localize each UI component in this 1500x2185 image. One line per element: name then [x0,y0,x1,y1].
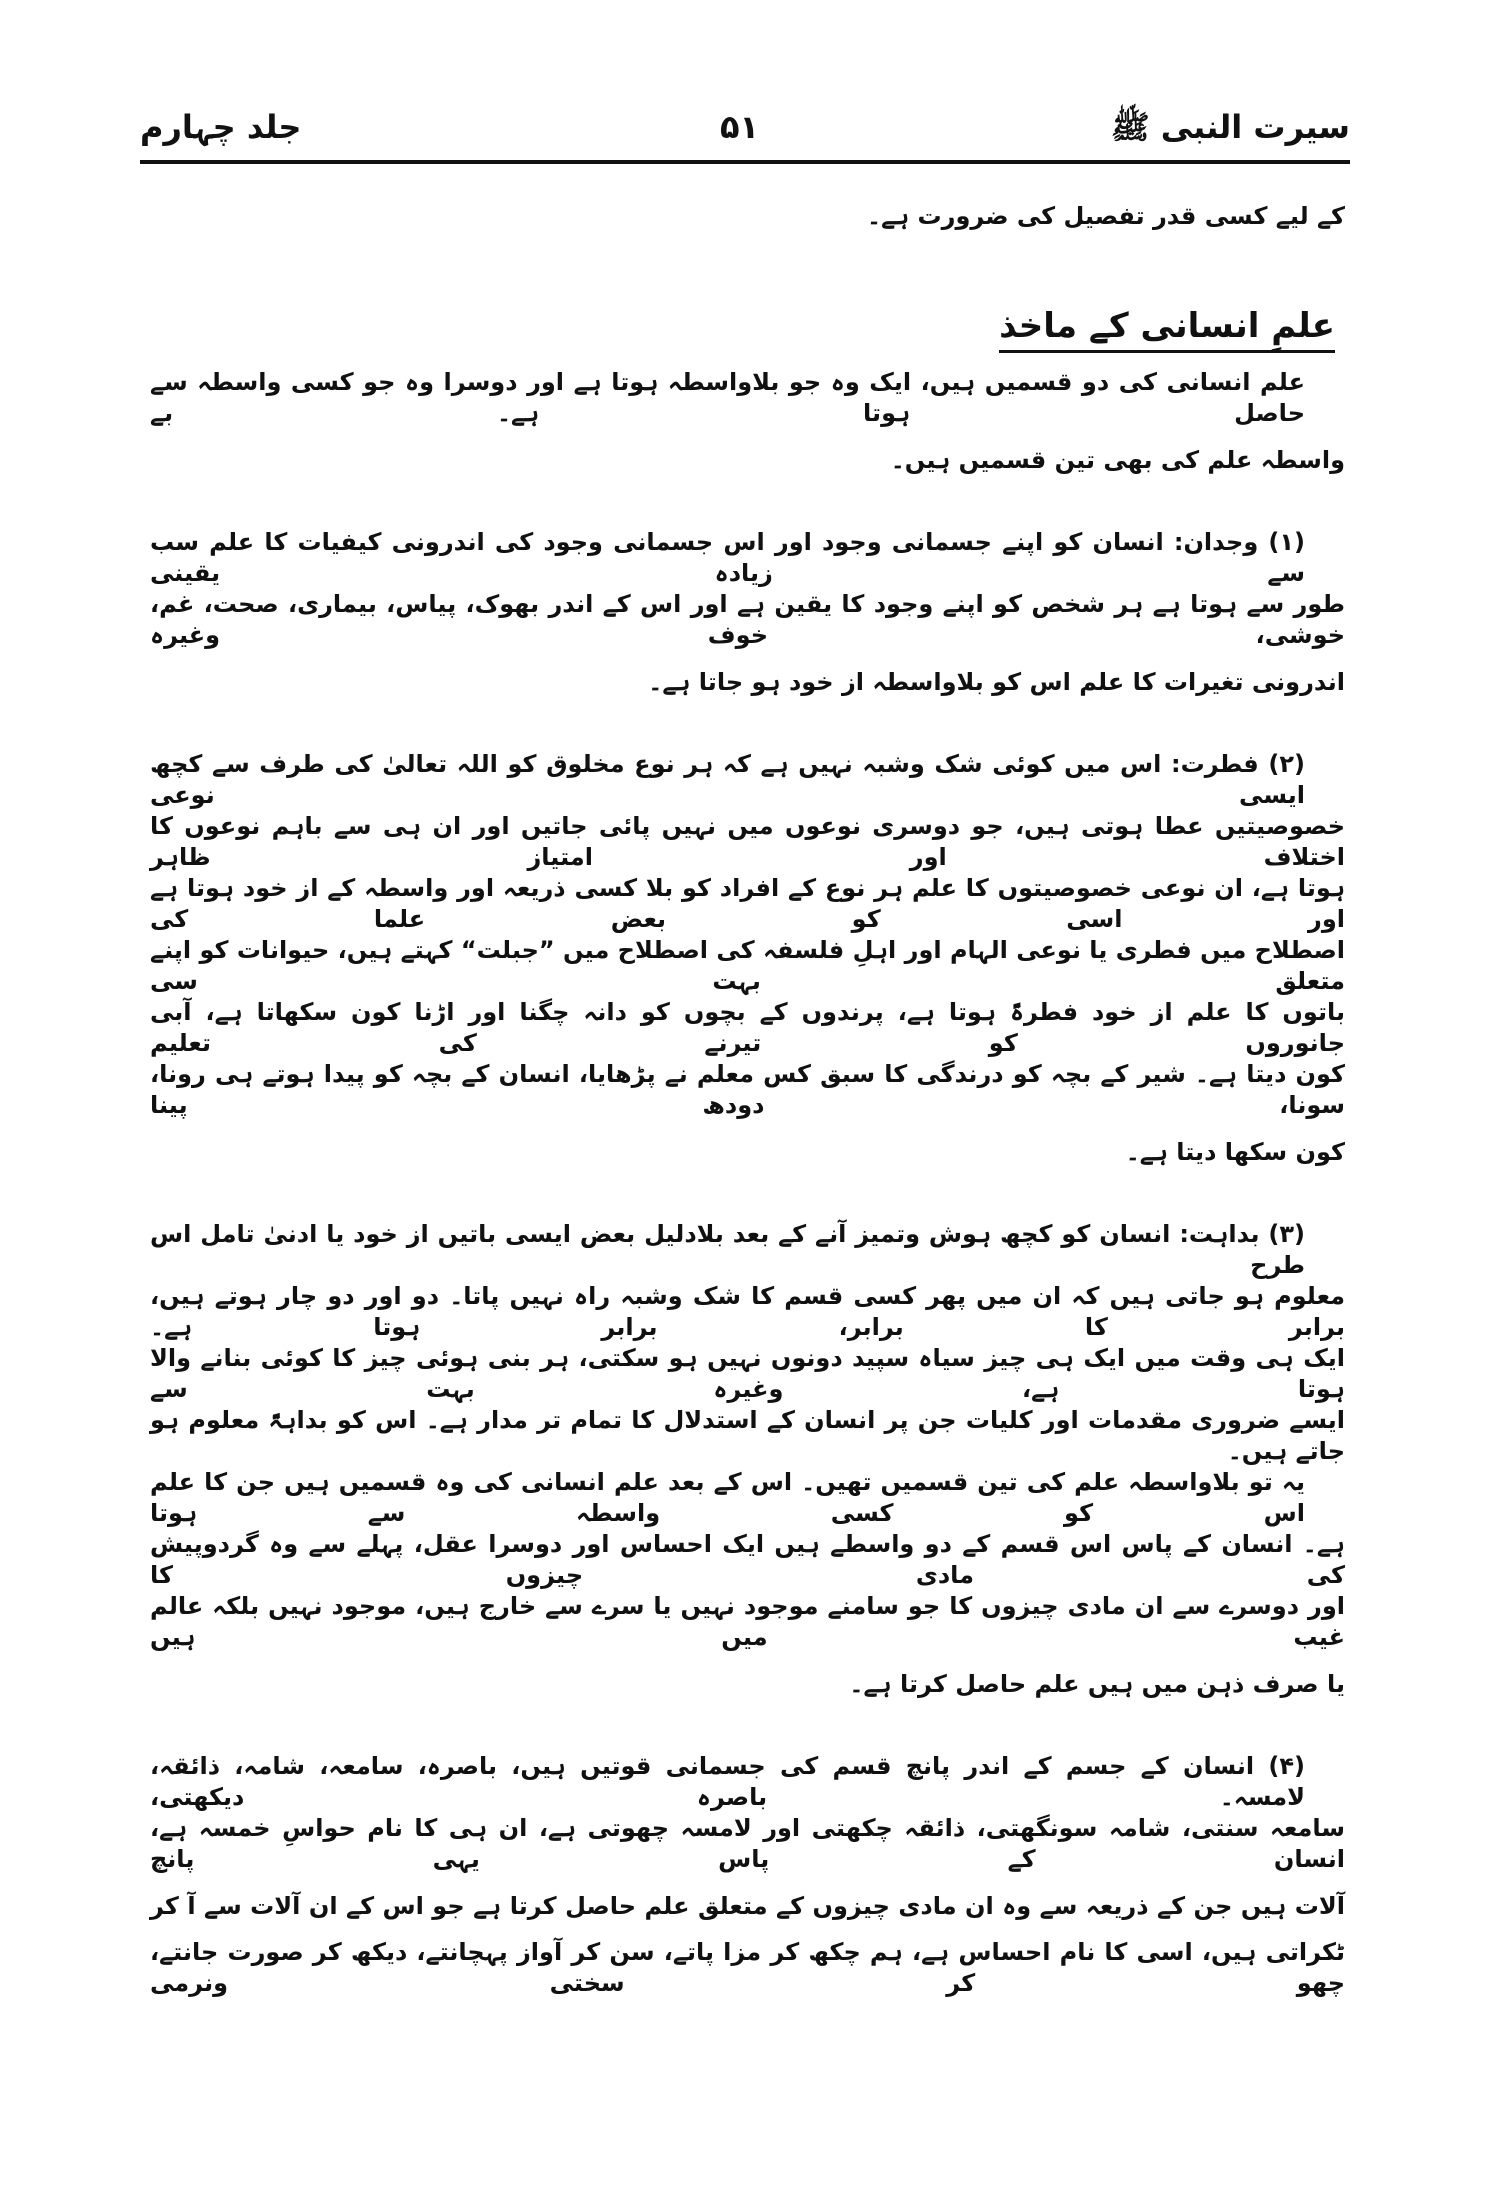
line-text: معلوم ہو جاتی ہیں کہ ان میں پھر کسی قسم کا شک وشبہ راہ نہیں پاتا۔ دو اور دو چار ہوتے ہیں، برابر کا برابر، برابر ہوتا ہے۔ [150,1282,1345,1341]
text-line [150,1219,1345,1281]
line-text: ٹکراتی ہیں، اسی کا نام احساس ہے، ہم چکھ کر مزا پاتے، سن کر آواز پہچانتے، دیکھ کر صورت جانتے، چھو کر سختی ونرمی [150,1938,1345,1997]
text-line [150,1591,1345,1653]
text-line [150,1751,1345,1813]
volume-label: جلد چہارم [140,108,302,146]
line-text: اصطلاح میں فطری یا نوعی الہام اور اہلِ فلسفہ کی اصطلاح میں ”جبلت“ کہتے ہیں، حیوانات کو اپنے متعلق بہت سی [150,936,1345,995]
line-text: کے لیے کسی قدر تفصیل کی ضرورت ہے۔ [867,201,1345,230]
line-text: ہے۔ انسان کے پاس اس قسم کے دو واسطے ہیں ایک احساس اور دوسرا عقل، پہلے سے وہ گردوپیش کی مادی چیزوں کا [150,1530,1345,1589]
line-text: آلات ہیں جن کے ذریعہ سے وہ ان مادی چیزوں کے متعلق علم حاصل کرتا ہے جو اس کے ان آلات سے آ کر [150,1891,1345,1920]
line-text: (۴) انسان کے جسم کے اندر پانچ قسم کی جسمانی قوتیں ہیں، باصرہ، سامعہ، شامہ، ذائقہ، لامسہ۔ باصرہ دیکھتی، [150,1752,1305,1811]
text-line [150,1467,1345,1529]
text-line [150,1813,1345,1875]
line-text: علم انسانی کی دو قسمیں ہیں، ایک وہ جو بلاواسطہ ہوتا ہے اور دوسرا وہ جو کسی واسطہ سے حاصل ہوتا ہے۔ بے [150,368,1305,427]
text-line [150,1121,1345,1183]
text-line [150,1281,1345,1343]
line-text: یہ تو بلاواسطہ علم کی تین قسمیں تھیں۔ اس کے بعد علم انسانی کی وہ قسمیں ہیں جن کا علم اس کو کسی واسطہ سے ہوتا [150,1468,1305,1527]
text-line [150,935,1345,997]
line-text: (۱) وجدان: انسان کو اپنے جسمانی وجود اور اس جسمانی وجود کی اندرونی کیفیات کا علم سب سے زیادہ یقینی [150,528,1305,587]
line-text: کون دیتا ہے۔ شیر کے بچہ کو درندگی کا سبق کس معلم نے پڑھایا، انسان کے بچہ کو پیدا ہوتے ہی رونا، سونا، دودھ پینا [150,1060,1345,1119]
text-line [150,527,1345,589]
text-line [150,429,1345,491]
text-line [150,997,1345,1059]
text-line [150,1653,1345,1715]
line-text: سامعہ سنتی، شامہ سونگھتی، ذائقہ چکھتی اور لامسہ چھوتی ہے، ان ہی کا نام حواسِ خمسہ ہے، انسان کے پاس یہی پانچ [150,1814,1345,1873]
header-rule [140,160,1350,164]
text-line [150,1059,1345,1121]
section-heading: علمِ انسانی کے ماخذ [999,305,1335,353]
line-text: ایسے ضروری مقدمات اور کلیات جن پر انسان کے استدلال کا تمام تر مدار ہے۔ اس کو بداہۃً معلوم ہو جاتے ہیں۔ [150,1406,1345,1465]
line-text: واسطہ علم کی بھی تین قسمیں ہیں۔ [890,445,1345,474]
line-text: (۳) بداہت: انسان کو کچھ ہوش وتمیز آنے کے بعد بلادلیل بعض ایسی باتیں از خود یا ادنیٰ تامل اس طرح [150,1220,1305,1279]
text-line [150,651,1345,713]
line-text: خصوصیتیں عطا ہوتی ہیں، جو دوسری نوعوں میں نہیں پائی جاتیں اور ان ہی سے باہم نوعوں کا اختلاف اور امتیاز ظاہر [150,812,1346,871]
line-text: (۲) فطرت: اس میں کوئی شک وشبہ نہیں ہے کہ ہر نوع مخلوق کو اللہ تعالیٰ کی طرف سے کچھ ایسی نوعی [150,750,1306,809]
text-line [150,367,1345,429]
page-header [140,108,1350,158]
text-line [150,589,1345,651]
line-text: طور سے ہوتا ہے ہر شخص کو اپنے وجود کا یقین ہے اور اس کے اندر بھوک، پیاس، بیماری، صحت، غم، خوشی، خوف وغیرہ [150,590,1345,649]
book-title: سیرت النبی ﷺ [1110,108,1350,146]
text-line [150,1405,1345,1467]
line-text: کون سکھا دیتا ہے۔ [1125,1137,1345,1166]
text-line [150,873,1345,935]
text-column [150,185,1345,1999]
section-heading-wrap [150,247,1345,367]
text-line [150,1875,1345,1937]
text-line [150,1343,1345,1405]
text-line [150,749,1345,811]
line-text: اندرونی تغیرات کا علم اس کو بلاواسطہ از خود ہو جاتا ہے۔ [648,667,1345,696]
page-number: ۵۱ [720,108,760,146]
text-line [150,185,1345,247]
line-text: اور دوسرے سے ان مادی چیزوں کا جو سامنے موجود نہیں یا سرے سے خارج ہیں، موجود نہیں بلکہ عالم غیب میں ہیں [150,1592,1345,1651]
text-line [150,811,1345,873]
text-line [150,1529,1345,1591]
line-text: باتوں کا علم از خود فطرۃً ہوتا ہے، پرندوں کے بچوں کو دانہ چگنا اور اڑنا کون سکھاتا ہے، آبی جانوروں کو تیرنے کی تعلیم [150,998,1345,1057]
line-text: یا صرف ذہن میں ہیں علم حاصل کرتا ہے۔ [849,1669,1345,1698]
line-text: ایک ہی وقت میں ایک ہی چیز سیاہ سپید دونوں نہیں ہو سکتی، ہر بنی ہوئی چیز کا کوئی بنانے والا ہوتا ہے، وغیرہ بہت سے [150,1344,1346,1403]
text-line [150,1937,1345,1999]
line-text: ہوتا ہے، ان نوعی خصوصیتوں کا علم ہر نوع کے افراد کو بلا کسی ذریعہ اور واسطہ کے از خود ہوتا ہے اور اسی کو بعض علما کی [150,874,1345,933]
